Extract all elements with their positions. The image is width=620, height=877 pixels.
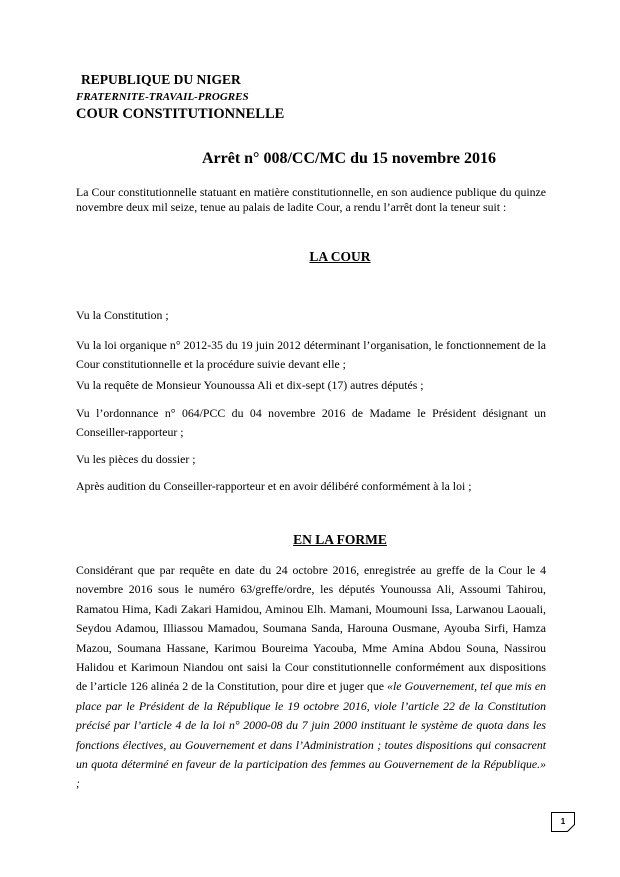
visa-loi-organique: Vu la loi organique n° 2012-35 du 19 juin 2012 déterminant l’organisation, le fonctionnement de la Cour constitutionnelle et la procédure suivie devant elle ; (76, 338, 546, 371)
court-name: COUR CONSTITUTIONNELLE (76, 106, 285, 122)
intro-paragraph: La Cour constitutionnelle statuant en matière constitutionnelle, en son audience publique du quinze novembre deux mil seize, tenue au palais de ladite Cour, a rendu l’arrêt dont la teneur suit : (76, 185, 546, 214)
page-number: 1 (560, 817, 566, 826)
visa-constitution: Vu la Constitution ; (76, 308, 169, 322)
considerant-quote: «le Gouvernement, tel que mis en place par le Président de la République le 19 octobre 2016, viole l’article 22 de la Constitution précisé par l’article 4 de la loi n° 2000-08 du 7 juin 2000 instituant le système de quota dans les fonctions électives, au Gouvernement et dans l’Administration ; toutes dispositions qui consacrent un quota déterminé en faveur de la participation des femmes au Gouvernement de la République.» ; (76, 679, 546, 791)
page-curl-icon (567, 824, 575, 832)
visa-ordonnance: Vu l’ordonnance n° 064/PCC du 04 novembre 2016 de Madame le Président désignant un Conseiller-rapporteur ; (76, 406, 546, 439)
visa-requete: Vu la requête de Monsieur Younoussa Ali et dix-sept (17) autres députés ; (76, 378, 424, 392)
visa-pieces: Vu les pièces du dossier ; (76, 452, 196, 466)
considerant-text: Considérant que par requête en date du 24 octobre 2016, enregistrée au greffe de la Cour le 4 novembre 2016 sous le numéro 63/greffe/ordre, les députés Younoussa Ali, Assoumi Tahirou, Ramatou Hima, Kadi Zakari Hamidou, Aminou Elh. Mamani, Moumouni Issa, Larwanou Laouali, Seydou Adamou, Illiassou Mamadou, Soumana Sanda, Harouna Ousmane, Ayouba Sirfi, Hamza Mazou, Soumana Hassane, Karimou Boureima Yacouba, Mme Amina Abdou Souna, Nassirou Halidou et Karimoun Niandou ont saisi la Cour constitutionnelle conformément aux dispositions de l’article 126 alinéa 2 de la Constitution, pour dire et juger que (76, 563, 546, 694)
arret-title: Arrêt n° 008/CC/MC du 15 novembre 2016 (201, 150, 497, 167)
visa-audition: Après audition du Conseiller-rapporteur et en avoir délibéré conformément à la loi ; (76, 479, 472, 493)
section-heading-row (0, 249, 620, 265)
page-number-box (551, 812, 575, 832)
section-heading-row (0, 532, 620, 548)
section-heading-la-cour: LA COUR (309, 249, 371, 264)
section-heading-en-la-forme: EN LA FORME (293, 532, 387, 547)
considerant-paragraph (76, 561, 546, 794)
national-motto: FRATERNITE-TRAVAIL-PROGRES (76, 91, 249, 103)
arret-title-row (0, 150, 620, 168)
country-name: REPUBLIQUE DU NIGER (81, 72, 241, 87)
